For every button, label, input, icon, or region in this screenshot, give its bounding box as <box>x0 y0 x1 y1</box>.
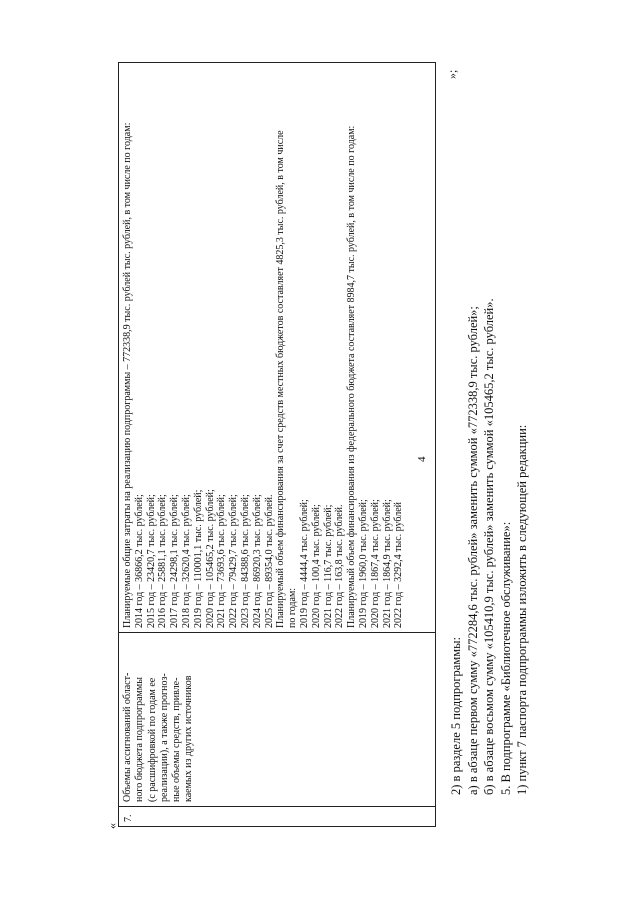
name-line: ные объемы средств, привле- <box>171 677 183 802</box>
value-line: 2025 год – 89354,0 тыс. рублей. <box>263 494 275 628</box>
value-line: 2015 год – 23420,7 тыс. рублей; <box>145 494 157 628</box>
value-line: 2023 год – 84388,6 тыс. рублей; <box>239 494 251 628</box>
value-line: Планируемые общие затраты на реализацию подпрограммы – 772338,9 тыс. рублей тыс. рублей, в том числе по годам: <box>122 122 133 628</box>
value-line: 2014 год – 36866,2 тыс. рублей; <box>133 494 145 628</box>
text-line: 2) в разделе 5 подпрограммы: <box>449 636 463 795</box>
name-line: ного бюджета подпрограммы <box>134 677 146 802</box>
name-line: (с расшифровкой по годам ее <box>146 677 158 802</box>
text-line: б) в абзаце восьмом сумму «105410,9 тыс. рублей» заменить суммой «105465,2 тыс. рублей». <box>482 298 496 795</box>
value-line: 2016 год – 25881,1 тыс. рублей; <box>157 494 169 628</box>
closing-quote: »; <box>445 69 459 79</box>
amendment-text <box>448 298 531 795</box>
value-line: 2021 год – 1864,9 тыс. рублей; <box>381 499 393 628</box>
page-number: 4 <box>416 456 428 462</box>
row-number-cell: 7. <box>119 806 435 826</box>
value-line: 2020 год – 105465,2 тыс. рублей; <box>204 489 216 628</box>
text-line: 1) пункт 7 паспорта подпрограммы изложить в следующей редакции: <box>515 424 529 795</box>
name-line: каемых из других источников <box>183 675 195 802</box>
row-value-cell <box>119 63 435 632</box>
value-line: Планируемый объем финансирования из федерального бюджета составляет 8984,7 тыс. рублей, в том числе по годам: <box>346 125 358 628</box>
value-line: 2022 год – 79429,7 тыс. рублей; <box>228 494 240 628</box>
value-line: 2022 год – 3292,4 тыс. рублей <box>393 501 405 628</box>
value-line: 2021 год – 116,7 тыс. рублей; <box>322 504 334 628</box>
value-line: 2020 год – 1867,4 тыс. рублей; <box>369 499 381 628</box>
value-line: 2020 год – 100,4 тыс. рублей; <box>310 504 322 628</box>
text-line: а) в абзаце первом сумму «772284,6 тыс. рублей» заменить суммой «772338,9 тыс. рублей»; <box>465 306 480 795</box>
name-line: Объемы ассигнований област- <box>122 672 133 802</box>
value-line: 2022 год – 163,8 тыс. рублей. <box>334 504 346 628</box>
passport-table <box>118 62 436 827</box>
value-line: 2019 год – 110001,1 тыс. рублей; <box>192 489 204 628</box>
text-line: 5. В подпрограмме «Библиотечное обслуживание»: <box>498 521 513 795</box>
name-line: реализации), а также прогноз- <box>158 673 170 802</box>
value-line: 2018 год – 32620,4 тыс. рублей; <box>180 494 192 628</box>
value-line: Планируемый объем финансирования за счет средств местных бюджетов составляет 4825,3 тыс. рублей, в том числе <box>275 130 287 628</box>
value-line: 2019 год – 4444,4 тыс. рублей; <box>298 499 310 628</box>
value-line: 2017 год – 24298,1 тыс. рублей; <box>169 494 181 628</box>
row-name-cell <box>119 632 435 806</box>
opening-quote: « <box>105 823 119 829</box>
value-line: 2019 год – 1960,0 тыс. рублей; <box>357 499 369 628</box>
value-line: 2024 год – 86920,3 тыс. рублей; <box>251 494 263 628</box>
value-line: 2021 год – 73693,6 тыс. рублей; <box>216 494 228 628</box>
value-line: по годам: <box>287 587 299 628</box>
